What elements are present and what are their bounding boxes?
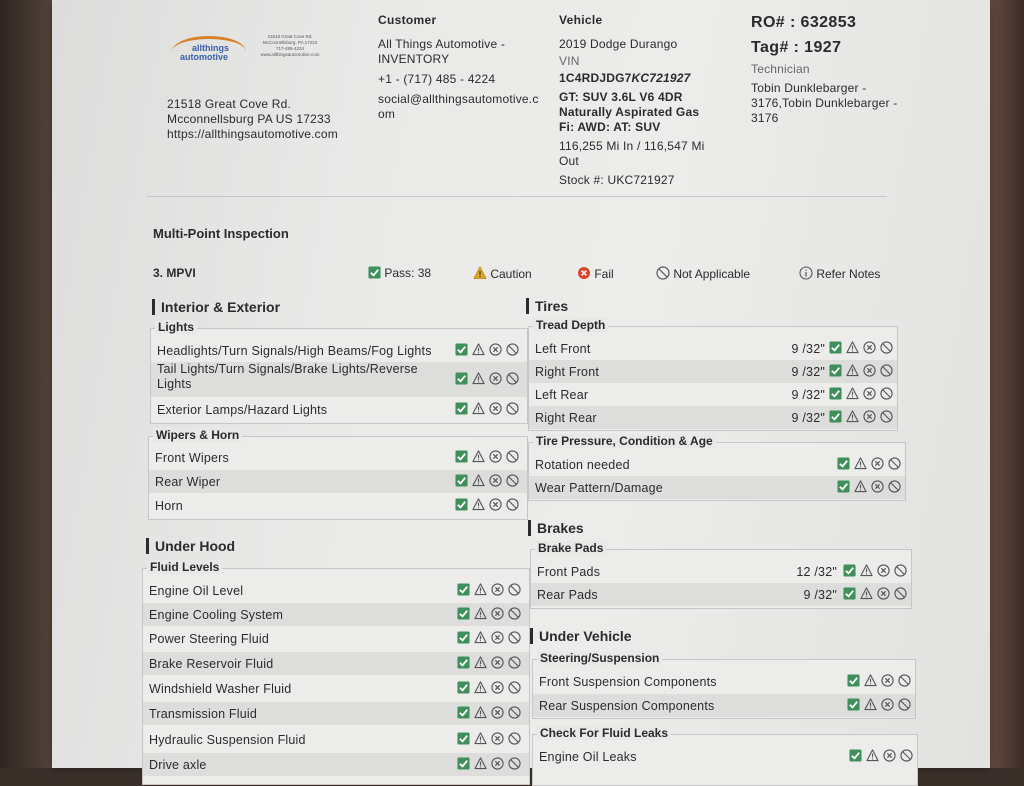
not-applicable-icon[interactable] (508, 607, 521, 620)
fail-icon[interactable] (491, 757, 504, 770)
caution-icon[interactable] (846, 410, 859, 423)
status-icons (455, 450, 519, 465)
fail-icon[interactable] (863, 387, 876, 400)
tread-measurement: 9 /32" (791, 388, 825, 402)
pass-icon[interactable] (457, 732, 470, 745)
list-item: Right Front 9 /32" (529, 360, 897, 383)
caution-icon[interactable] (474, 732, 487, 745)
group-fluid-levels: Fluid Levels Engine Oil Level Engine Cooling System Power Steering Fluid Brake Reservoir Fluid Windshield Washer Fluid Transmission Fluid Hydraulic Suspension Fluid Drive axle (142, 568, 530, 785)
status-icons (455, 372, 519, 387)
status-icons (457, 757, 521, 772)
section-under-hood: Under Hood (146, 538, 235, 554)
pass-icon[interactable] (847, 674, 860, 687)
list-item: Wear Pattern/Damage (529, 476, 905, 499)
pass-icon[interactable] (847, 698, 860, 711)
caution-icon[interactable] (472, 402, 485, 415)
not-applicable-icon[interactable] (508, 681, 521, 694)
status-icons (829, 364, 893, 379)
not-applicable-icon[interactable] (508, 732, 521, 745)
status-icons (457, 656, 521, 671)
vehicle-mileage: 116,255 Mi In / 116,547 Mi (559, 139, 705, 153)
not-applicable-icon[interactable] (894, 587, 907, 600)
list-item: Right Rear 9 /32" (529, 406, 897, 429)
section-brakes: Brakes (528, 520, 584, 536)
list-item: Engine Cooling System (143, 603, 529, 626)
pad-measurement: 12 /32" (796, 565, 837, 579)
legend-not-applicable: Not Applicable (656, 266, 750, 281)
section-tires: Tires (526, 298, 568, 314)
inspection-name: 3. MPVI (153, 266, 196, 280)
status-icons (455, 474, 519, 489)
pass-icon[interactable] (455, 343, 468, 356)
caution-icon[interactable] (864, 674, 877, 687)
not-applicable-icon[interactable] (894, 564, 907, 577)
status-icons (829, 410, 893, 425)
tread-measurement: 9 /32" (791, 411, 825, 425)
caution-icon[interactable] (474, 656, 487, 669)
list-item: Front Pads 12 /32" (531, 560, 911, 583)
shop-logo: allthings automotive (172, 36, 252, 66)
list-item: Transmission Fluid (143, 702, 529, 725)
caution-icon[interactable] (472, 372, 485, 385)
caution-icon[interactable] (860, 564, 873, 577)
fail-icon[interactable] (877, 587, 890, 600)
fail-icon[interactable] (489, 343, 502, 356)
list-item: Engine Oil Leaks (533, 745, 917, 768)
list-item: Front Suspension Components (533, 670, 915, 693)
fail-icon[interactable] (491, 706, 504, 719)
list-item: Front Wipers (149, 446, 527, 469)
group-fluid-leaks: Check For Fluid Leaks Engine Oil Leaks (532, 734, 918, 786)
pass-icon[interactable] (837, 480, 850, 493)
list-item: Horn (149, 494, 527, 517)
status-icons (829, 387, 893, 402)
legend-refer-notes: Refer Notes (799, 266, 880, 281)
caution-icon[interactable] (854, 457, 867, 470)
pass-icon[interactable] (455, 372, 468, 385)
status-legend (153, 265, 913, 281)
not-applicable-icon[interactable] (880, 341, 893, 354)
not-applicable-icon[interactable] (506, 450, 519, 463)
shop-website[interactable]: https://allthingsautomotive.com (167, 127, 338, 141)
customer-email[interactable]: social@allthingsautomotive.c (378, 92, 539, 106)
fail-icon[interactable] (877, 564, 890, 577)
pass-icon[interactable] (457, 681, 470, 694)
pass-icon[interactable] (455, 450, 468, 463)
inspection-report-page (52, 0, 990, 772)
repair-order-number: RO# : 632853 (751, 14, 857, 31)
stock-number: Stock #: UKC721927 (559, 173, 675, 187)
status-icons (829, 341, 893, 356)
tread-measurement: 9 /32" (791, 342, 825, 356)
caution-icon[interactable] (846, 364, 859, 377)
not-applicable-icon[interactable] (506, 402, 519, 415)
pass-icon[interactable] (829, 364, 842, 377)
fail-icon (577, 266, 591, 280)
customer-heading: Customer (378, 13, 437, 27)
list-item: Headlights/Turn Signals/High Beams/Fog Lights (151, 339, 527, 362)
list-item: Left Rear 9 /32" (529, 383, 897, 406)
fail-icon[interactable] (491, 631, 504, 644)
not-applicable-icon[interactable] (888, 457, 901, 470)
caution-icon[interactable] (474, 607, 487, 620)
section-interior-exterior: Interior & Exterior (152, 299, 280, 315)
not-applicable-icon[interactable] (508, 631, 521, 644)
caution-icon[interactable] (860, 587, 873, 600)
caution-icon[interactable] (474, 583, 487, 596)
status-icons (457, 607, 521, 622)
fail-icon[interactable] (491, 681, 504, 694)
pass-icon[interactable] (457, 583, 470, 596)
status-icons (847, 698, 911, 713)
background-right (984, 0, 1024, 768)
list-item: Power Steering Fluid (143, 627, 529, 650)
status-icons (849, 749, 913, 764)
status-icons (457, 631, 521, 646)
not-applicable-icon[interactable] (880, 410, 893, 423)
list-item: Drive axle (143, 753, 529, 776)
list-item: Rear Pads 9 /32" (531, 583, 911, 606)
group-brake-pads: Brake Pads Front Pads 12 /32" Rear Pads 9 /32" (530, 549, 912, 609)
fail-icon[interactable] (489, 450, 502, 463)
background-left (0, 0, 55, 768)
status-icons (843, 587, 907, 602)
list-item: Tail Lights/Turn Signals/Brake Lights/Reverse Lights (151, 362, 527, 397)
pass-icon[interactable] (457, 757, 470, 770)
pass-icon (368, 266, 381, 279)
pass-icon[interactable] (455, 402, 468, 415)
not-applicable-icon[interactable] (506, 498, 519, 511)
not-applicable-icon[interactable] (508, 656, 521, 669)
pass-icon[interactable] (457, 607, 470, 620)
fail-icon[interactable] (871, 480, 884, 493)
status-icons (837, 457, 901, 472)
not-applicable-icon[interactable] (508, 757, 521, 770)
tag-number: Tag# : 1927 (751, 39, 842, 56)
legend-fail: Fail (577, 266, 614, 281)
group-wipers-horn: Wipers & Horn Front Wipers Rear Wiper Horn (148, 436, 528, 520)
caution-icon (473, 266, 487, 280)
not-applicable-icon[interactable] (506, 372, 519, 385)
caution-icon[interactable] (472, 343, 485, 356)
status-icons (455, 402, 519, 417)
header-divider (147, 196, 887, 197)
fail-icon[interactable] (489, 474, 502, 487)
caution-icon[interactable] (472, 450, 485, 463)
not-applicable-icon (656, 266, 670, 280)
fail-icon[interactable] (491, 732, 504, 745)
caution-icon[interactable] (474, 681, 487, 694)
status-icons (843, 564, 907, 579)
tread-measurement: 9 /32" (791, 365, 825, 379)
not-applicable-icon[interactable] (506, 474, 519, 487)
pass-icon[interactable] (457, 706, 470, 719)
fail-icon[interactable] (491, 583, 504, 596)
not-applicable-icon[interactable] (508, 706, 521, 719)
not-applicable-icon[interactable] (508, 583, 521, 596)
group-tire-pressure: Tire Pressure, Condition & Age Rotation needed Wear Pattern/Damage (528, 442, 906, 501)
caution-icon[interactable] (846, 341, 859, 354)
list-item: Rear Wiper (149, 470, 527, 493)
not-applicable-icon[interactable] (898, 698, 911, 711)
list-item: Rear Suspension Components (533, 694, 915, 717)
fail-icon[interactable] (863, 364, 876, 377)
pass-icon[interactable] (455, 498, 468, 511)
list-item: Hydraulic Suspension Fluid (143, 728, 529, 751)
fail-icon[interactable] (489, 498, 502, 511)
shop-city: Mcconnellsburg PA US 17233 (167, 112, 331, 126)
fail-icon[interactable] (881, 674, 894, 687)
status-icons (455, 498, 519, 513)
caution-icon[interactable] (474, 631, 487, 644)
status-icons (457, 583, 521, 598)
fail-icon[interactable] (863, 410, 876, 423)
status-icons (837, 480, 901, 495)
fail-icon[interactable] (491, 656, 504, 669)
pass-icon[interactable] (829, 341, 842, 354)
shop-logo-address: 21518 Great Cove Rd. McConnellsburg, PA 17233 717-485-4224 www.allthingsautomotive.com (260, 34, 320, 57)
group-lights: Lights Headlights/Turn Signals/High Beams/Fog Lights Tail Lights/Turn Signals/Brake Lights/Reverse Lights Exterior Lamps/Hazard Lights (150, 328, 528, 424)
status-icons (455, 343, 519, 358)
fail-icon[interactable] (871, 457, 884, 470)
status-icons (457, 681, 521, 696)
vin-label: VIN (559, 54, 580, 68)
technician-label: Technician (751, 62, 810, 76)
vehicle-model: 2019 Dodge Durango (559, 37, 678, 51)
list-item: Brake Reservoir Fluid (143, 652, 529, 675)
caution-icon[interactable] (854, 480, 867, 493)
inspection-title: Multi-Point Inspection (153, 226, 289, 241)
vin-value: 1C4RDJDG7KC721927 (559, 71, 691, 85)
customer-info: All Things Automotive - INVENTORY +1 - (717) 485 - 4224 social@allthingsautomotive.c om (378, 37, 539, 121)
pass-icon[interactable] (843, 564, 856, 577)
status-icons (457, 706, 521, 721)
pass-icon[interactable] (837, 457, 850, 470)
fail-icon[interactable] (489, 402, 502, 415)
shop-street: 21518 Great Cove Rd. (167, 97, 292, 111)
pass-icon[interactable] (843, 587, 856, 600)
not-applicable-icon[interactable] (506, 343, 519, 356)
caution-icon[interactable] (472, 474, 485, 487)
caution-icon[interactable] (474, 757, 487, 770)
caution-icon[interactable] (474, 706, 487, 719)
list-item: Engine Oil Level (143, 579, 529, 602)
fail-icon[interactable] (863, 341, 876, 354)
list-item: Left Front 9 /32" (529, 337, 897, 360)
vehicle-info: 2019 Dodge Durango VIN 1C4RDJDG7KC721927 GT: SUV 3.6L V6 4DR Naturally Aspirated Gas Fi: AWD: AT: SUV 116,255 Mi In / 116,547 Mi Out Stock #: UKC721927 (559, 37, 729, 188)
caution-icon[interactable] (846, 387, 859, 400)
list-item: Windshield Washer Fluid (143, 677, 529, 700)
fail-icon[interactable] (881, 698, 894, 711)
group-tread-depth: Tread Depth Left Front 9 /32" Right Front 9 /32" Left Rear 9 /32" Right Rear 9 /32" (528, 326, 898, 431)
section-under-vehicle: Under Vehicle (530, 628, 632, 644)
fail-icon[interactable] (883, 749, 896, 762)
legend-pass: Pass: 38 (368, 266, 431, 280)
status-icons (457, 732, 521, 747)
status-icons (847, 674, 911, 689)
info-icon (799, 266, 813, 280)
group-steering-suspension: Steering/Suspension Front Suspension Components Rear Suspension Components (532, 659, 916, 719)
shop-address (167, 97, 338, 142)
pad-measurement: 9 /32" (803, 588, 837, 602)
not-applicable-icon[interactable] (898, 674, 911, 687)
pass-icon[interactable] (849, 749, 862, 762)
technician-names: Tobin Dunklebarger - 3176,Tobin Dunklebarger - 3176 (751, 81, 898, 125)
not-applicable-icon[interactable] (900, 749, 913, 762)
legend-caution: Caution (473, 266, 532, 281)
customer-phone[interactable]: +1 - (717) 485 - 4224 (378, 72, 496, 86)
caution-icon[interactable] (472, 498, 485, 511)
not-applicable-icon[interactable] (880, 387, 893, 400)
pass-icon[interactable] (457, 656, 470, 669)
caution-icon[interactable] (864, 698, 877, 711)
pass-icon[interactable] (829, 410, 842, 423)
fail-icon[interactable] (489, 372, 502, 385)
pass-icon[interactable] (457, 631, 470, 644)
caution-icon[interactable] (866, 749, 879, 762)
pass-icon[interactable] (829, 387, 842, 400)
list-item: Rotation needed (529, 453, 905, 476)
list-item: Exterior Lamps/Hazard Lights (151, 398, 527, 421)
fail-icon[interactable] (491, 607, 504, 620)
not-applicable-icon[interactable] (888, 480, 901, 493)
vehicle-heading: Vehicle (559, 13, 603, 27)
not-applicable-icon[interactable] (880, 364, 893, 377)
pass-icon[interactable] (455, 474, 468, 487)
